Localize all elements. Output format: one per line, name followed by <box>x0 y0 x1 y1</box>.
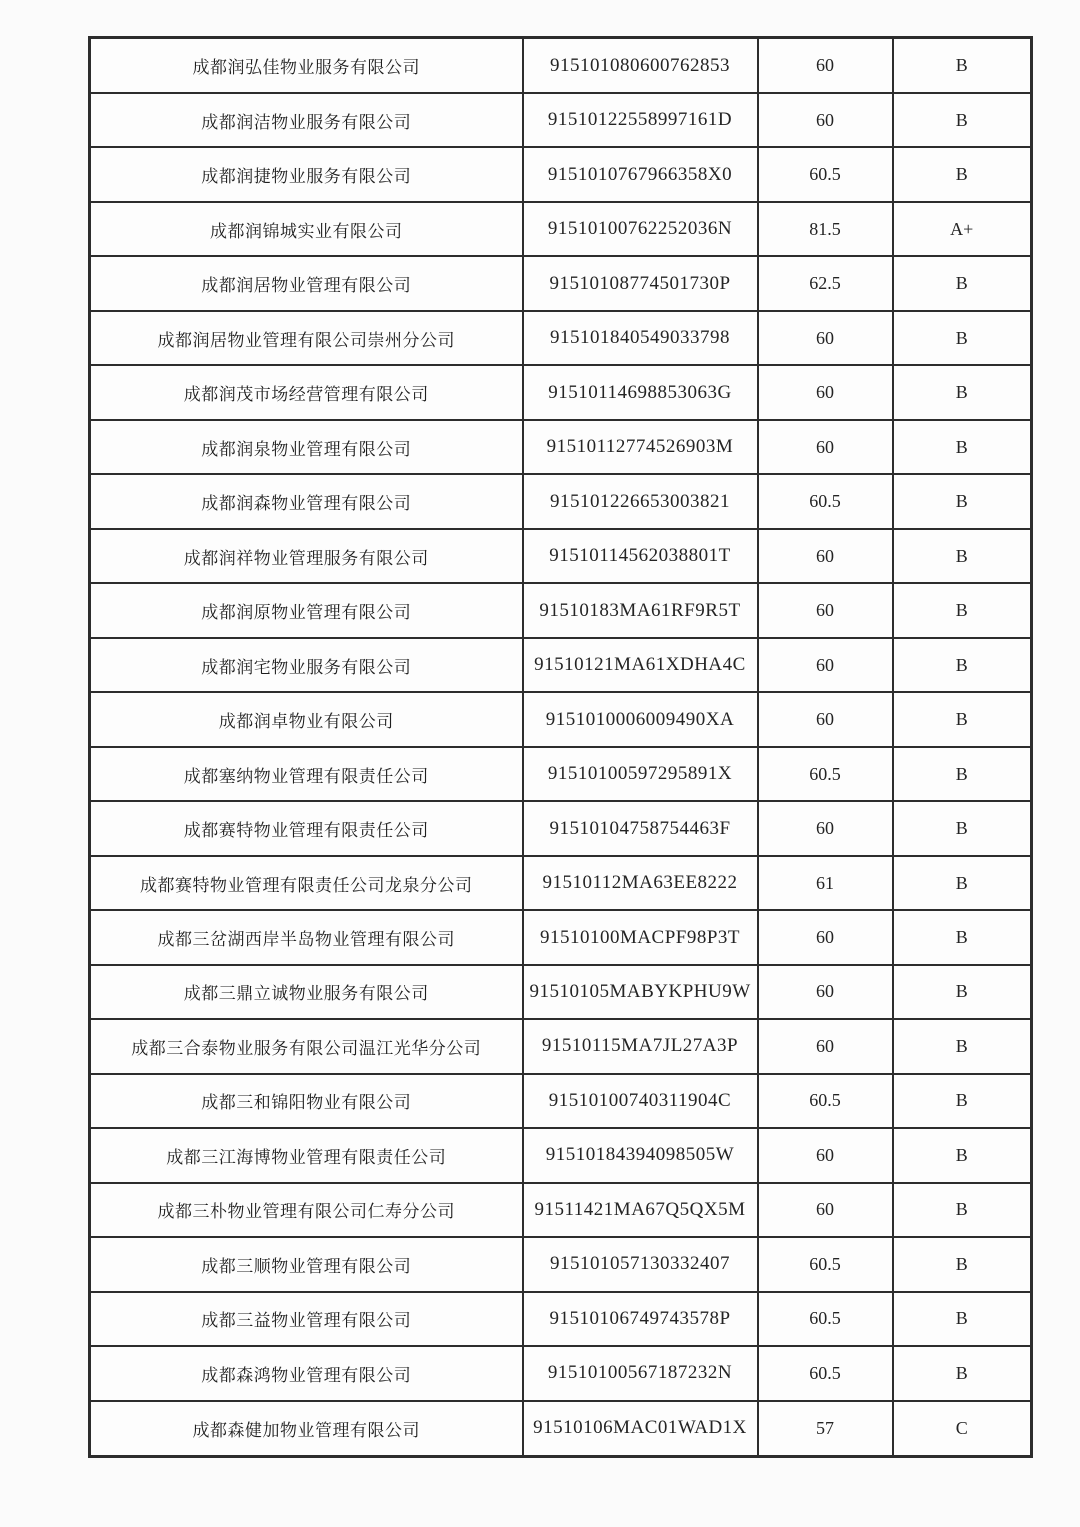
rating-grade-cell: B <box>893 147 1032 201</box>
score-cell: 62.5 <box>758 256 893 310</box>
score-cell: 60 <box>758 692 893 746</box>
score-cell: 60 <box>758 910 893 964</box>
company-name-cell: 成都赛特物业管理有限责任公司 <box>90 801 523 855</box>
credit-code-cell: 91510100597295891X <box>523 747 758 801</box>
table-row <box>90 965 1032 1019</box>
company-name-cell: 成都三朴物业管理有限公司仁寿分公司 <box>90 1183 523 1237</box>
table-row <box>90 1019 1032 1073</box>
credit-code-cell: 91510100740311904C <box>523 1074 758 1128</box>
credit-code-cell: 91510104758754463F <box>523 801 758 855</box>
score-cell: 60.5 <box>758 474 893 528</box>
company-name-cell: 成都润捷物业服务有限公司 <box>90 147 523 201</box>
score-cell: 60 <box>758 638 893 692</box>
company-rating-table <box>88 36 1033 1458</box>
score-cell: 60.5 <box>758 1074 893 1128</box>
table-row <box>90 420 1032 474</box>
score-cell: 60 <box>758 1019 893 1073</box>
rating-grade-cell: B <box>893 1237 1032 1291</box>
credit-code-cell: 91510100762252036N <box>523 202 758 256</box>
rating-table-body <box>90 38 1032 1457</box>
table-row <box>90 1346 1032 1400</box>
score-cell: 60 <box>758 1183 893 1237</box>
score-cell: 60.5 <box>758 1292 893 1346</box>
company-name-cell: 成都三和锦阳物业有限公司 <box>90 1074 523 1128</box>
credit-code-cell: 91510114698853063G <box>523 365 758 419</box>
table-row <box>90 692 1032 746</box>
table-row <box>90 1237 1032 1291</box>
company-name-cell: 成都三顺物业管理有限公司 <box>90 1237 523 1291</box>
credit-code-cell: 91510121MA61XDHA4C <box>523 638 758 692</box>
company-name-cell: 成都三合泰物业服务有限公司温江光华分公司 <box>90 1019 523 1073</box>
rating-grade-cell: B <box>893 38 1032 94</box>
score-cell: 60 <box>758 965 893 1019</box>
company-name-cell: 成都三益物业管理有限公司 <box>90 1292 523 1346</box>
company-name-cell: 成都润洁物业服务有限公司 <box>90 93 523 147</box>
credit-code-cell: 91510100567187232N <box>523 1346 758 1400</box>
rating-grade-cell: B <box>893 583 1032 637</box>
rating-grade-cell: B <box>893 1074 1032 1128</box>
rating-grade-cell: B <box>893 910 1032 964</box>
credit-code-cell: 9151010006009490XA <box>523 692 758 746</box>
score-cell: 60.5 <box>758 747 893 801</box>
score-cell: 61 <box>758 856 893 910</box>
score-cell: 60 <box>758 583 893 637</box>
table-row <box>90 583 1032 637</box>
score-cell: 60.5 <box>758 147 893 201</box>
table-row <box>90 910 1032 964</box>
score-cell: 57 <box>758 1401 893 1457</box>
score-cell: 60 <box>758 529 893 583</box>
company-name-cell: 成都润宅物业服务有限公司 <box>90 638 523 692</box>
table-row <box>90 529 1032 583</box>
table-row <box>90 38 1032 94</box>
score-cell: 60 <box>758 420 893 474</box>
credit-code-cell: 91510114562038801T <box>523 529 758 583</box>
score-cell: 60.5 <box>758 1346 893 1400</box>
company-name-cell: 成都润祥物业管理服务有限公司 <box>90 529 523 583</box>
table-row <box>90 1401 1032 1457</box>
credit-code-cell: 91511421MA67Q5QX5M <box>523 1183 758 1237</box>
company-name-cell: 成都三岔湖西岸半岛物业管理有限公司 <box>90 910 523 964</box>
credit-code-cell: 915101057130332407 <box>523 1237 758 1291</box>
credit-code-cell: 91510122558997161D <box>523 93 758 147</box>
credit-code-cell: 91510112MA63EE8222 <box>523 856 758 910</box>
company-name-cell: 成都塞纳物业管理有限责任公司 <box>90 747 523 801</box>
company-name-cell: 成都润泉物业管理有限公司 <box>90 420 523 474</box>
credit-code-cell: 91510183MA61RF9R5T <box>523 583 758 637</box>
table-row <box>90 202 1032 256</box>
credit-code-cell: 91510115MA7JL27A3P <box>523 1019 758 1073</box>
company-name-cell: 成都润居物业管理有限公司崇州分公司 <box>90 311 523 365</box>
table-row <box>90 1128 1032 1182</box>
rating-grade-cell: B <box>893 1183 1032 1237</box>
company-name-cell: 成都森健加物业管理有限公司 <box>90 1401 523 1457</box>
score-cell: 81.5 <box>758 202 893 256</box>
credit-code-cell: 915101080600762853 <box>523 38 758 94</box>
rating-grade-cell: B <box>893 474 1032 528</box>
table-row <box>90 311 1032 365</box>
table-row <box>90 747 1032 801</box>
credit-code-cell: 915101840549033798 <box>523 311 758 365</box>
rating-grade-cell: B <box>893 638 1032 692</box>
score-cell: 60 <box>758 801 893 855</box>
score-cell: 60 <box>758 365 893 419</box>
rating-grade-cell: B <box>893 747 1032 801</box>
table-row <box>90 856 1032 910</box>
rating-grade-cell: B <box>893 1346 1032 1400</box>
company-name-cell: 成都润锦城实业有限公司 <box>90 202 523 256</box>
rating-grade-cell: B <box>893 965 1032 1019</box>
rating-grade-cell: B <box>893 801 1032 855</box>
score-cell: 60.5 <box>758 1237 893 1291</box>
company-name-cell: 成都赛特物业管理有限责任公司龙泉分公司 <box>90 856 523 910</box>
company-name-cell: 成都润原物业管理有限公司 <box>90 583 523 637</box>
credit-code-cell: 91510106749743578P <box>523 1292 758 1346</box>
company-name-cell: 成都三江海博物业管理有限责任公司 <box>90 1128 523 1182</box>
score-cell: 60 <box>758 38 893 94</box>
rating-grade-cell: B <box>893 856 1032 910</box>
credit-code-cell: 91510105MABYKPHU9W <box>523 965 758 1019</box>
company-name-cell: 成都润弘佳物业服务有限公司 <box>90 38 523 94</box>
rating-grade-cell: B <box>893 692 1032 746</box>
rating-grade-cell: B <box>893 529 1032 583</box>
table-row <box>90 1183 1032 1237</box>
rating-grade-cell: B <box>893 1019 1032 1073</box>
rating-grade-cell: C <box>893 1401 1032 1457</box>
rating-grade-cell: B <box>893 365 1032 419</box>
score-cell: 60 <box>758 1128 893 1182</box>
credit-code-cell: 91510112774526903M <box>523 420 758 474</box>
credit-code-cell: 9151010767966358X0 <box>523 147 758 201</box>
table-row <box>90 1292 1032 1346</box>
company-name-cell: 成都润居物业管理有限公司 <box>90 256 523 310</box>
table-row <box>90 474 1032 528</box>
company-name-cell: 成都三鼎立诚物业服务有限公司 <box>90 965 523 1019</box>
table-row <box>90 256 1032 310</box>
rating-grade-cell: B <box>893 1128 1032 1182</box>
rating-grade-cell: B <box>893 256 1032 310</box>
table-row <box>90 365 1032 419</box>
table-row <box>90 1074 1032 1128</box>
rating-grade-cell: B <box>893 93 1032 147</box>
table-row <box>90 147 1032 201</box>
company-name-cell: 成都润茂市场经营管理有限公司 <box>90 365 523 419</box>
rating-grade-cell: B <box>893 311 1032 365</box>
table-row <box>90 801 1032 855</box>
rating-grade-cell: B <box>893 420 1032 474</box>
table-row <box>90 93 1032 147</box>
credit-code-cell: 915101226653003821 <box>523 474 758 528</box>
company-name-cell: 成都润森物业管理有限公司 <box>90 474 523 528</box>
score-cell: 60 <box>758 311 893 365</box>
company-name-cell: 成都润卓物业有限公司 <box>90 692 523 746</box>
table-row <box>90 638 1032 692</box>
credit-code-cell: 91510100MACPF98P3T <box>523 910 758 964</box>
score-cell: 60 <box>758 93 893 147</box>
rating-grade-cell: B <box>893 1292 1032 1346</box>
company-name-cell: 成都森鸿物业管理有限公司 <box>90 1346 523 1400</box>
credit-code-cell: 91510106MAC01WAD1X <box>523 1401 758 1457</box>
rating-table-container <box>88 36 1033 1458</box>
credit-code-cell: 91510184394098505W <box>523 1128 758 1182</box>
rating-grade-cell: A+ <box>893 202 1032 256</box>
credit-code-cell: 91510108774501730P <box>523 256 758 310</box>
